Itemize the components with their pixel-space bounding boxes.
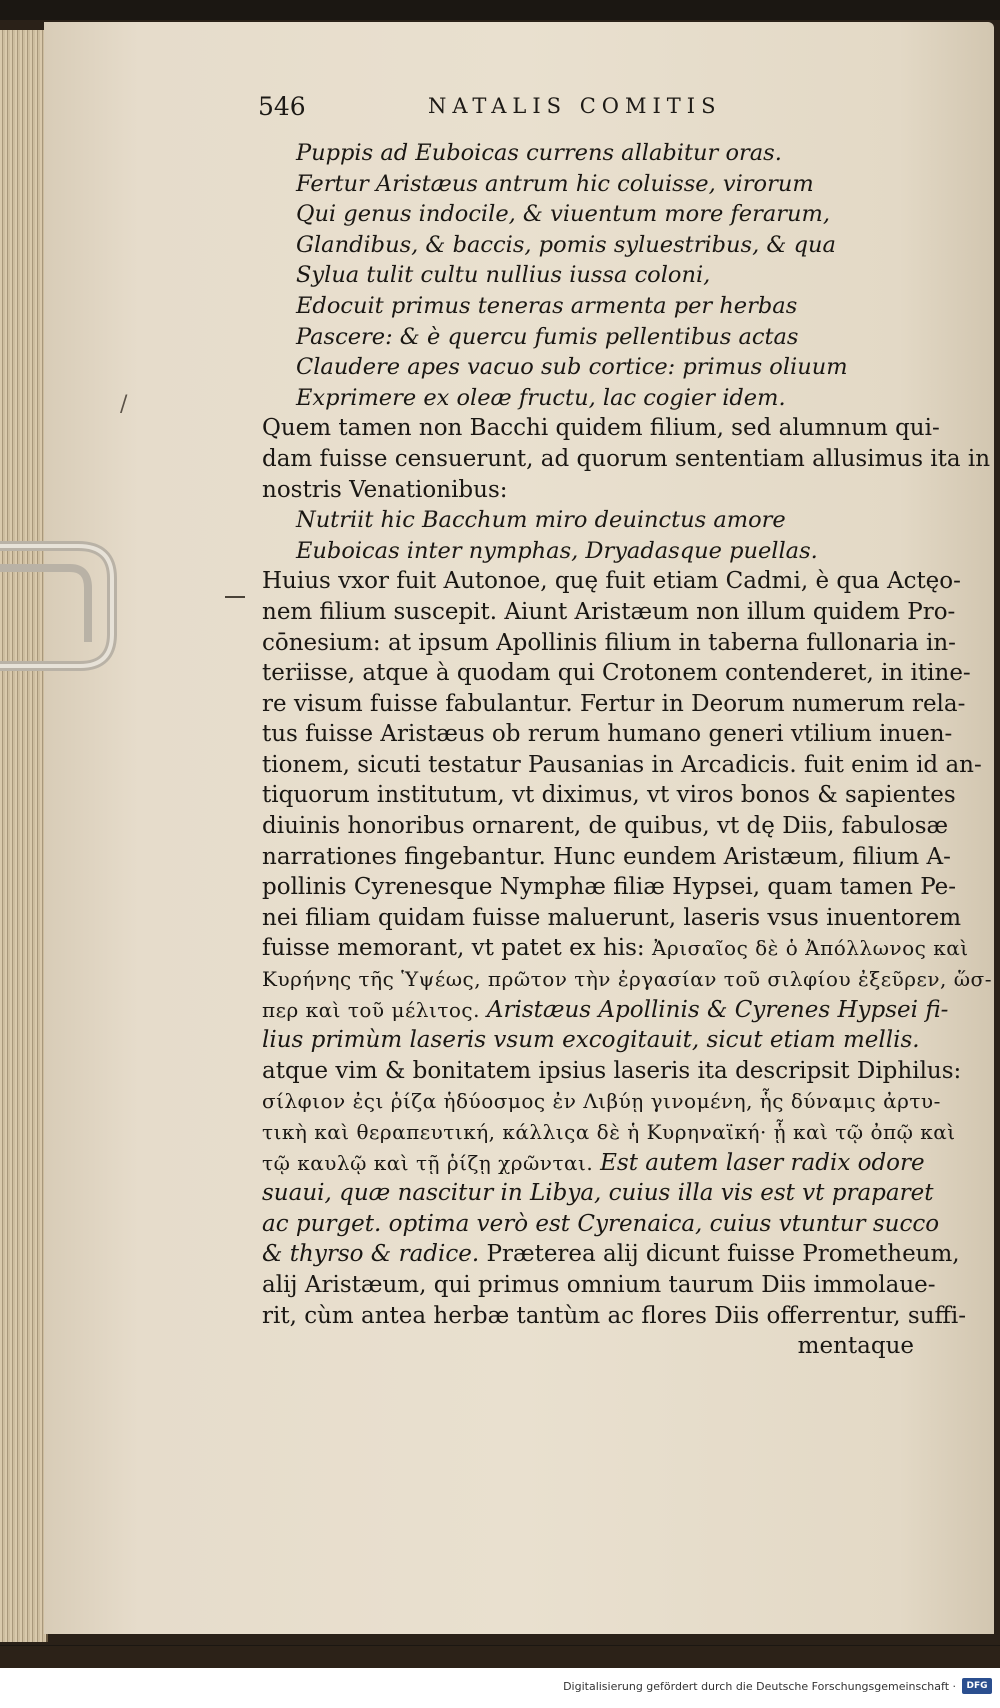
italic-text: Est autem laser radix odore (600, 1149, 925, 1176)
text-line (262, 1025, 962, 1056)
text-line (262, 383, 962, 414)
text-line (262, 995, 962, 1026)
page-header (258, 92, 818, 132)
text-line (262, 1331, 962, 1362)
text-line (262, 628, 962, 659)
greek-text: Κυρήνης τῆς Ὑψέως, πρῶτον τὴν ἐργασίαν τοῦ σιλφίου ἐξεῦρεν, ὥσ- (262, 967, 992, 992)
text-line (262, 1086, 962, 1117)
text-line (262, 475, 962, 506)
text-line (262, 444, 991, 475)
text-line (262, 964, 992, 995)
text-line (262, 291, 962, 322)
prose-text: nem filium suscepit. Aiunt Aristæum non illum quidem Pro- (262, 598, 956, 625)
text-line (262, 199, 962, 230)
text-line (262, 811, 962, 842)
prose-text: rit, cùm antea herbæ tantùm ac flores Diis offerrentur, suffi- (262, 1302, 966, 1329)
dfg-logo: DFG (962, 1678, 992, 1694)
verse-text: Nutriit hic Bacchum miro deuinctus amore (296, 507, 786, 534)
text-line (262, 903, 962, 934)
verse-text: Euboicas inter nymphas, Dryadasque puellas. (296, 537, 818, 564)
greek-text: τῷ καυλῷ καὶ τῇ ῥίζῃ χρῶνται. (262, 1150, 601, 1175)
italic-text: suaui, quæ nascitur in Libya, cuius illa vis est vt praparet (262, 1180, 934, 1207)
text-line (262, 566, 962, 597)
greek-text: τικὴ καὶ θεραπευτική, κάλλιςα δὲ ἡ Κυρηναϊκή· ᾗ καὶ τῷ ὀπῷ καὶ (262, 1120, 956, 1144)
text-line (262, 1148, 962, 1179)
verse-text: Sylua tulit cultu nullius iussa coloni, (296, 262, 711, 289)
margin-dash (225, 596, 245, 598)
margin-mark: / (120, 392, 128, 417)
prose-text: alij Aristæum, qui primus omnium taurum Diis immolaue- (262, 1271, 936, 1298)
text-line (262, 597, 962, 628)
prose-text: nei filiam quidam fuisse maluerunt, laseris vsus inuentorem (262, 904, 962, 931)
text-line (262, 1301, 966, 1332)
text-line (262, 689, 966, 720)
prose-text: nostris Venationibus: (262, 476, 508, 503)
italic-text: lius primùm laseris vsum excogitauit, sicut etiam mellis. (262, 1027, 920, 1054)
text-line (262, 1239, 962, 1270)
text-line (262, 1117, 962, 1148)
text-line (262, 933, 969, 964)
footer-bar (0, 1668, 1000, 1708)
verse-text: Pascere: & è quercu fumis pellentibus actas (296, 323, 799, 350)
running-title: NATALIS COMITIS (428, 94, 722, 118)
prose-text: Huius vxor fuit Autonoe, quę fuit etiam Cadmi, è qua Actęo- (262, 568, 961, 595)
prose-text: tus fuisse Aristæus ob rerum humano generi vtilium inuen- (262, 721, 953, 748)
verse-text: Claudere apes vacuo sub cortice: primus oliuum (296, 354, 848, 381)
prose-text: tiquorum institutum, vt diximus, vt viros bonos & sapientes (262, 782, 956, 809)
prose-text: dam fuisse censuerunt, ad quorum sententiam allusimus ita in (262, 445, 991, 472)
text-line (262, 750, 982, 781)
text-line (262, 658, 971, 689)
text-line (262, 138, 962, 169)
text-line (262, 413, 962, 444)
verse-text: Qui genus indocile, & viuentum more ferarum, (296, 201, 830, 228)
prose-text: tionem, sicuti testatur Pausanias in Arcadicis. fuit enim id an- (262, 751, 982, 778)
prose-text: atque vim & bonitatem ipsius laseris ita descripsit Diphilus: (262, 1057, 962, 1084)
greek-text: σίλφιον ἐςι ῥίζα ἡδύοσμος ἐν Λιβύῃ γινομένη, ἧς δύναμις ἀρτυ- (262, 1089, 941, 1114)
text-line (262, 536, 962, 567)
text-line (262, 260, 962, 291)
footer-text: Digitalisierung gefördert durch die Deutsche Forschungsgemeinschaft · (563, 1680, 956, 1693)
catchword: mentaque (797, 1333, 914, 1360)
verse-text: Puppis ad Euboicas currens allabitur oras. (296, 140, 782, 166)
text-line (262, 1270, 962, 1301)
italic-text: Aristæus Apollinis & Cyrenes Hypsei fi- (486, 996, 949, 1023)
text-line (262, 230, 962, 261)
paper-clip-icon (0, 538, 122, 680)
verse-text: Fertur Aristæus antrum hic coluisse, virorum (296, 170, 814, 197)
latin-text: Præterea alij dicunt fuisse Prometheum, (486, 1241, 960, 1268)
text-line (262, 719, 962, 750)
prose-text: cōnesium: at ipsum Apollinis filium in taberna fullonaria in- (262, 629, 956, 656)
text-line (262, 1056, 962, 1087)
prose-text: diuinis honoribus ornarent, de quibus, vt dę Diis, fabulosæ (262, 813, 949, 840)
italic-text: ac purget. optima verò est Cyrenaica, cuius vtuntur succo (262, 1210, 940, 1237)
verse-text: Exprimere ex oleæ fructu, lac cogier idem. (296, 384, 786, 411)
page-bottom-shadow (0, 1646, 1000, 1668)
text-line (262, 352, 962, 383)
prose-text: pollinis Cyrenesque Nymphæ filiæ Hypsei, quam tamen Pe- (262, 874, 957, 901)
italic-text: & thyrso & radice. (262, 1241, 487, 1268)
text-line (262, 780, 962, 811)
greek-text: περ καὶ τοῦ μέλιτος. (262, 997, 487, 1022)
text-line (262, 872, 962, 903)
verse-text: Edocuit primus teneras armenta per herbas (296, 292, 798, 319)
page-edges (0, 30, 48, 1642)
page-number: 546 (258, 92, 306, 121)
text-line (262, 842, 962, 873)
prose-text: narrationes fingebantur. Hunc eundem Aristæum, filium A- (262, 843, 951, 870)
prose-text: Quem tamen non Bacchi quidem filium, sed alumnum qui- (262, 415, 940, 442)
text-block (262, 138, 992, 1362)
text-line (262, 322, 962, 353)
verse-text: Glandibus, & baccis, pomis syluestribus, & qua (296, 231, 836, 258)
text-line (262, 505, 962, 536)
latin-text: fuisse memorant, vt patet ex his: (262, 935, 652, 962)
text-line (262, 169, 962, 200)
text-line (262, 1178, 962, 1209)
prose-text: re visum fuisse fabulantur. Fertur in Deorum numerum rela- (262, 690, 966, 717)
text-line (262, 1209, 962, 1240)
prose-text: teriisse, atque à quodam qui Crotonem contenderet, in itine- (262, 660, 971, 687)
greek-text: Ἀρισαῖος δὲ ὁ Ἀπόλλωνος καὶ (652, 936, 969, 961)
